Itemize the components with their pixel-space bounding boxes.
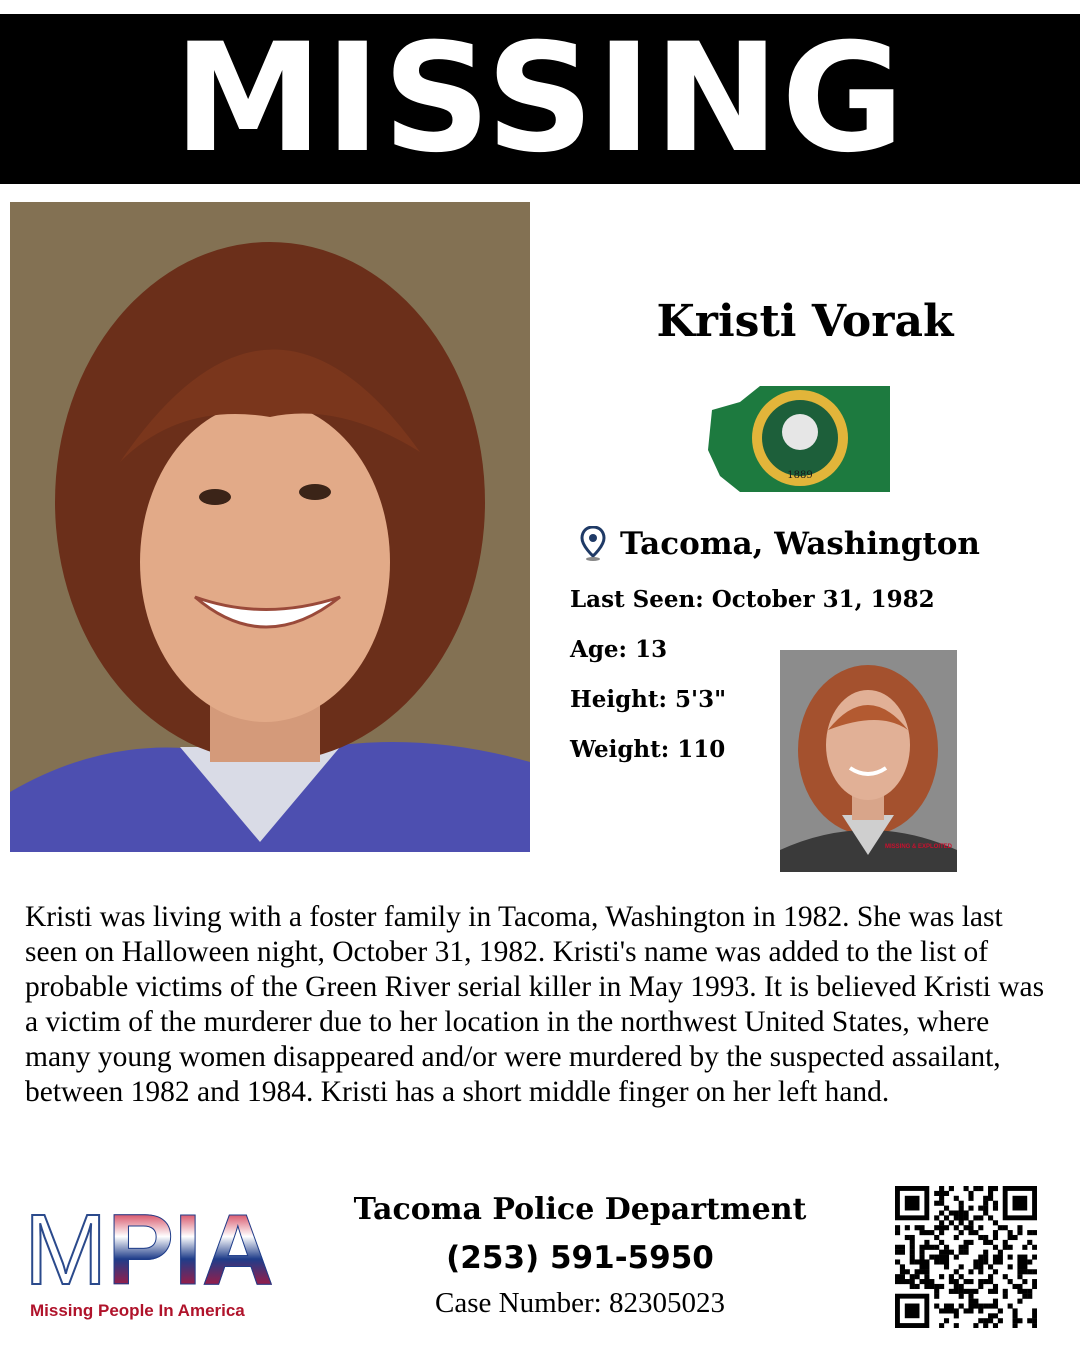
photo-watermark: MISSING & EXPLOITED <box>884 844 952 850</box>
last-seen-value: October 31, 1982 <box>711 586 935 613</box>
person-name: Kristi Vorak <box>656 296 954 347</box>
age-value: 13 <box>635 636 668 663</box>
missing-banner <box>0 14 1080 184</box>
last-seen-label: Last Seen: <box>570 586 704 613</box>
seal-year: 1889 <box>787 470 813 481</box>
phone-number[interactable]: (253) 591-5950 <box>446 1240 714 1276</box>
case-number-value: 82305023 <box>608 1287 725 1319</box>
logo-letters-pia: PIA <box>107 1194 275 1306</box>
logo-tagline: Missing People In America <box>30 1301 245 1320</box>
mpia-logo <box>24 1194 284 1323</box>
missing-person-photo <box>10 202 530 852</box>
location-text: Tacoma, Washington <box>620 526 980 562</box>
height-value: 5'3" <box>675 686 727 713</box>
last-seen <box>570 586 935 613</box>
case-number <box>320 1284 840 1322</box>
location <box>580 526 980 562</box>
contact-block <box>320 1188 840 1322</box>
age <box>570 636 667 663</box>
washington-state-flag-icon <box>700 380 900 510</box>
agency-name: Tacoma Police Department <box>353 1192 807 1227</box>
qr-code-icon[interactable] <box>895 1186 1037 1328</box>
case-number-label: Case Number: <box>435 1287 602 1319</box>
weight <box>570 736 725 763</box>
weight-label: Weight: <box>570 736 670 763</box>
location-pin-icon <box>580 526 606 562</box>
age-progression-photo <box>780 650 957 872</box>
weight-value: 110 <box>677 736 726 763</box>
banner-title: MISSING <box>173 12 907 186</box>
case-description: Kristi was living with a foster family in Tacoma, Washington in 1982. She was last seen on Halloween night, October 31, 1982. Kristi's name was added to the list of probable victims of the Green River serial killer in May 1993. It is believed Kristi was a victim of the murderer due to her location in the northwest United States, where many young women disappeared and/or were murdered by the suspected assailant, between 1982 and 1984. Kristi has a short middle finger on her left hand. <box>25 901 1045 1108</box>
height <box>570 686 726 713</box>
height-label: Height: <box>570 686 668 713</box>
age-label: Age: <box>570 636 628 663</box>
logo-letter-m: M <box>24 1194 108 1306</box>
